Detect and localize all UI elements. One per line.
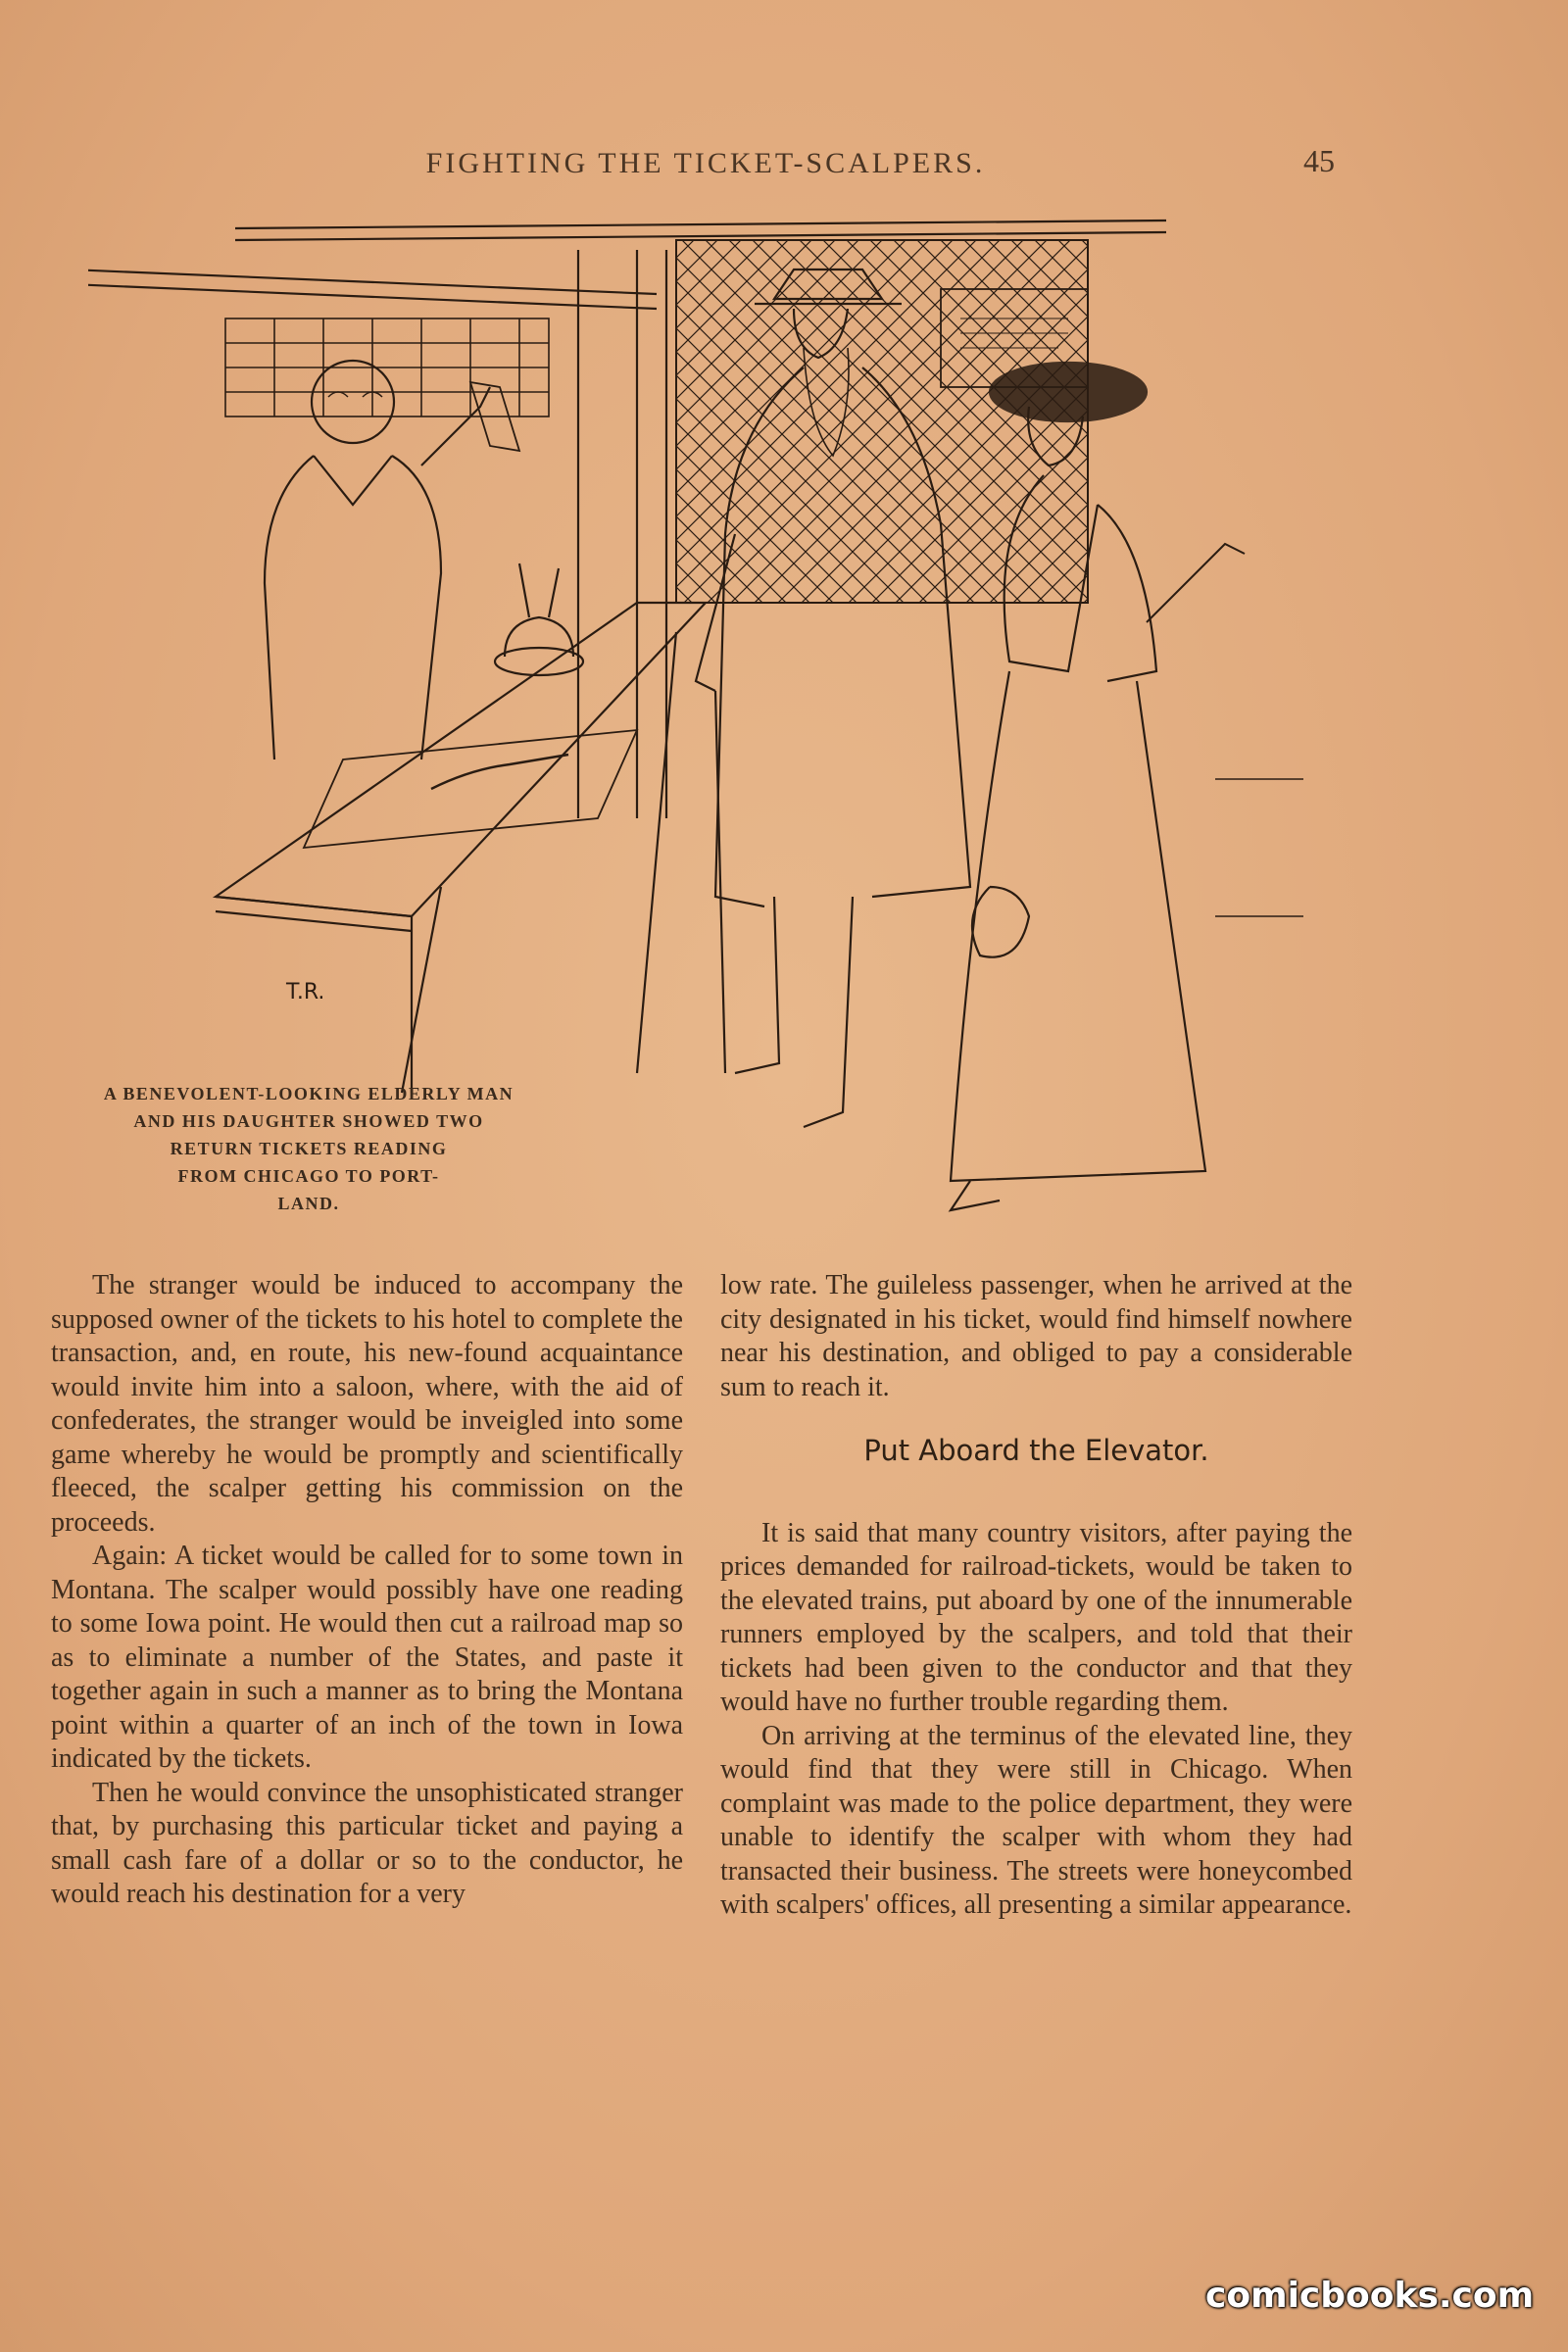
caption-line: RETURN TICKETS READING: [170, 1139, 448, 1158]
body-paragraph: Again: A ticket would be called for to some town in Montana. The scalper would possibly have one reading to some Iowa point. He would then cut a railroad map so as to eliminate a number of the States, and paste it together again in such a manner as to bring the Montana point within a quarter of an inch of the town in Iowa indicated by the tickets.: [51, 1541, 683, 1774]
site-watermark: comicbooks.com: [1205, 2276, 1535, 2316]
body-paragraph: It is said that many country visitors, after paying the prices demanded for railroad-tickets, would be taken to the elevated trains, put aboard by one of the innumerable runners employed by the scalpers, and told that their tickets had been given to the conductor and that they would have no further trouble regarding them.: [720, 1517, 1352, 1717]
body-paragraph-continued: low rate. The guileless passenger, when he arrived at the city designated in his ticket, would find himself nowhere near his destination, and obliged to pay a considerable sum to reach it.: [720, 1270, 1352, 1402]
caption-line: AND HIS DAUGHTER SHOWED TWO: [133, 1111, 484, 1131]
body-paragraph: On arriving at the terminus of the elevated line, they would find that they were still in Chicago. When complaint was made to the police department, they were unable to identify the scalper with whom they had transacted their business. The streets were honeycombed with scalpers' offices, all presenting a similar appearance.: [720, 1720, 1352, 1920]
body-paragraph: The stranger would be induced to accompany the supposed owner of the tickets to his hotel to complete the transaction, and, en route, his new-found acquaintance would invite him into a saloon, where, with the aid of confederates, the stranger would be inveigled into some game whereby he would be promptly and scientifically fleeced, the scalper getting his commission on the proceeds.: [51, 1270, 683, 1538]
page-number: 45: [1303, 143, 1335, 178]
floor-lines: [1215, 779, 1303, 916]
ticket-counter: [216, 603, 706, 1093]
ticket-clerk-figure: [265, 361, 519, 760]
inkstand: [495, 564, 583, 675]
left-text-column: [51, 1269, 683, 1912]
section-subheading: Put Aboard the Elevator.: [863, 1434, 1209, 1467]
office-pillar: [578, 250, 666, 818]
caption-line: A BENEVOLENT-LOOKING ELDERLY MAN: [103, 1084, 514, 1103]
caption-line: FROM CHICAGO TO PORT-: [177, 1166, 440, 1186]
ticket-pigeonholes: [225, 318, 549, 416]
cage-lattice: [676, 240, 1088, 603]
running-title: FIGHTING THE TICKET-SCALPERS.: [425, 147, 986, 179]
body-paragraph: Then he would convince the unsophisticated stranger that, by purchasing this particular ticket and paying a small cash fare of a dollar or so to the conductor, he would reach his destination for a very: [51, 1777, 683, 1909]
artist-signature: T.R.: [286, 980, 325, 1004]
right-text-column: [720, 1269, 1352, 1923]
caption-line: LAND.: [277, 1194, 340, 1213]
illustration-caption: [49, 1080, 568, 1217]
